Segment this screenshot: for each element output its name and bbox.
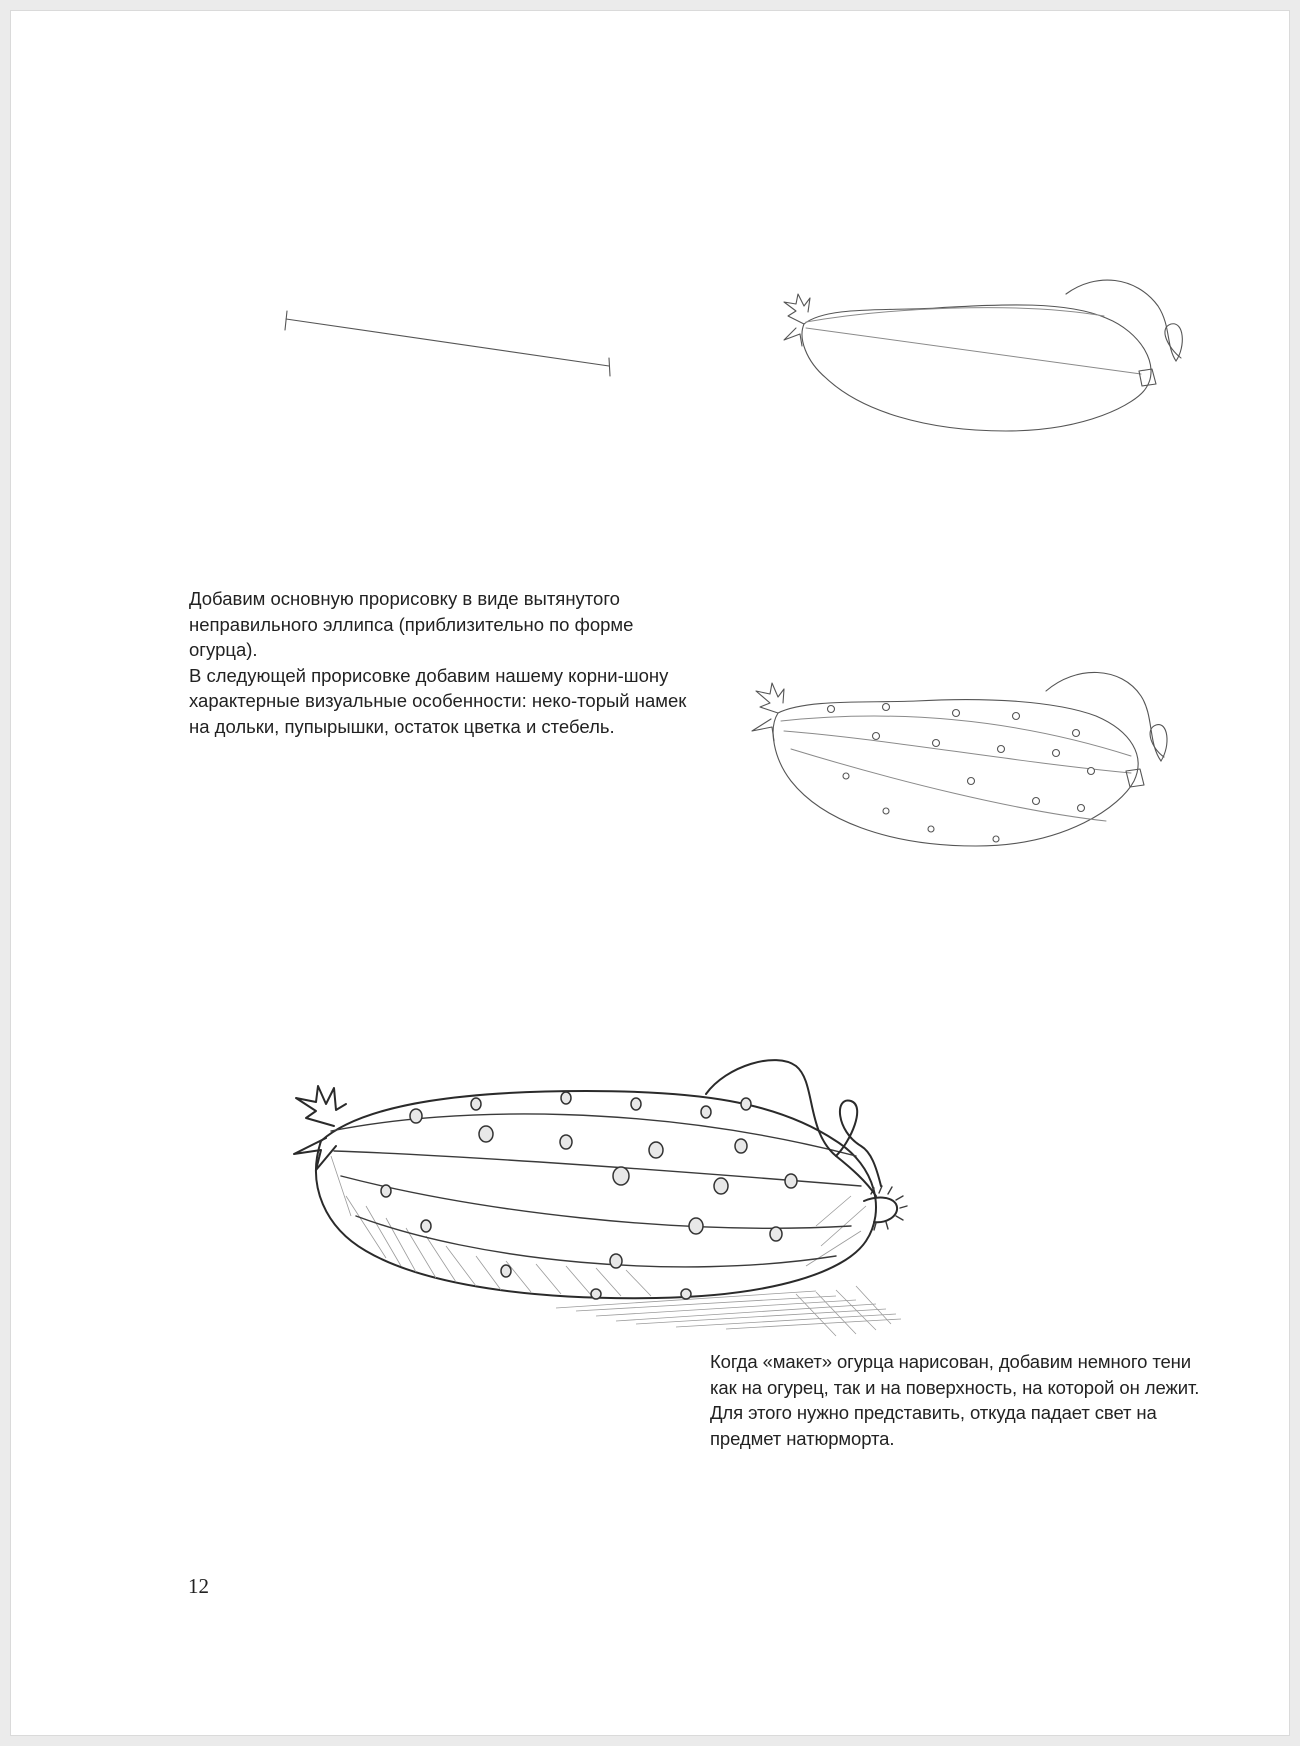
caption-paragraph: Добавим основную прорисовку в виде вытянутого неправильного эллипса (приблизительно по форме огурца). [189,588,634,660]
detailed-gherkin-sketch [736,661,1176,861]
book-page [10,10,1290,1736]
shaded-gherkin-drawing [276,1046,936,1346]
ellipse-outline-sketch [766,266,1196,446]
axis-line-sketch [271,306,621,386]
step-caption-ellipse [189,586,689,739]
page-number: 12 [188,1574,209,1598]
step-caption-shading [710,1349,1210,1451]
caption-paragraph: Когда «макет» огурца нарисован, добавим немного тени как на огурец, так и на поверхность, на которой он лежит. Для этого нужно представить, откуда падает свет на предмет натюрморта. [710,1351,1200,1449]
caption-paragraph: В следующей прорисовке добавим нашему корни-шону характерные визуальные особенности: неко-торый намек на дольки, пупырышки, остаток цветка и стебель. [189,664,687,737]
